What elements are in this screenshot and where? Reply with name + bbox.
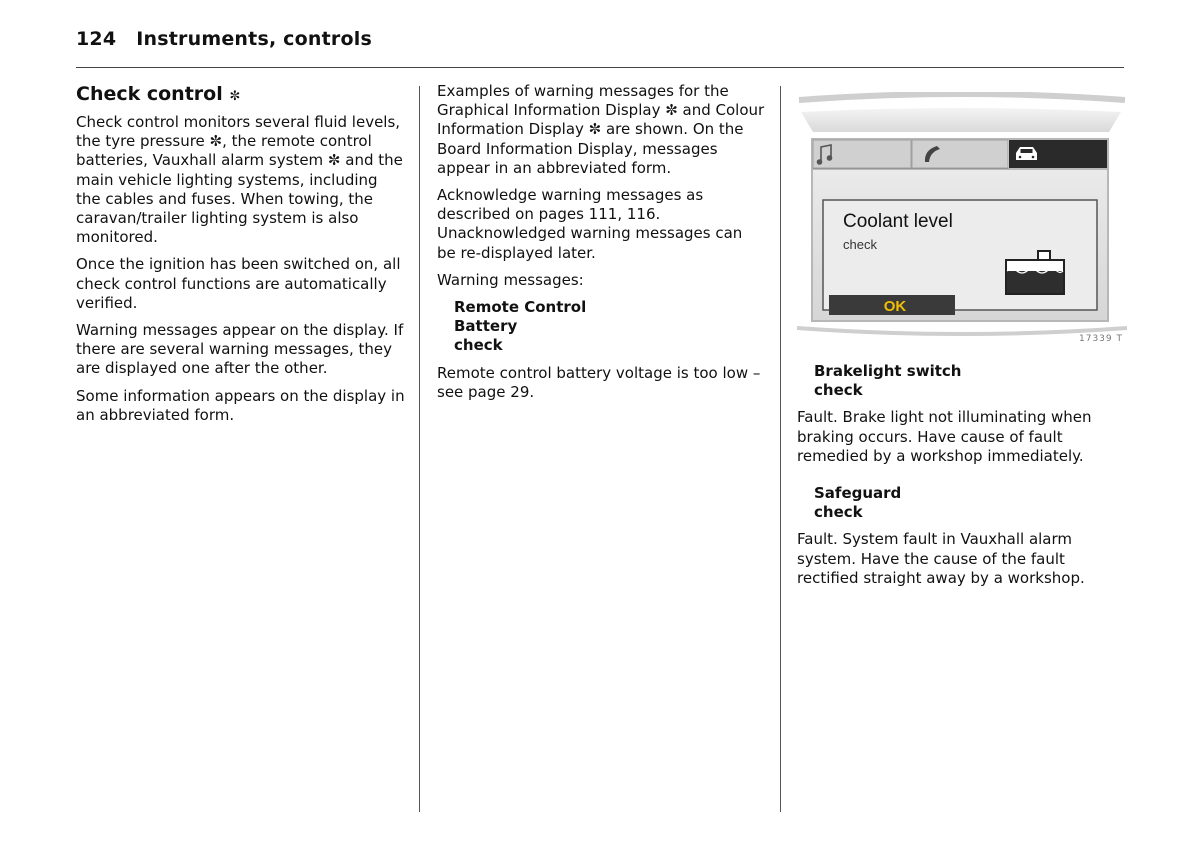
page-header	[76, 28, 372, 50]
paragraph: Some information appears on the display in an abbreviated form.	[76, 386, 405, 424]
paragraph: Warning messages:	[437, 270, 584, 289]
car-icon	[1016, 147, 1037, 160]
bezel-top	[801, 108, 1121, 132]
paragraph: Remote control battery voltage is too low – see page 29.	[437, 363, 761, 401]
paragraph: Examples of warning messages for the Graphical Information Display ✼ and Colour Information Display ✼ are shown. On the Board Information Display, messages appear in an abbreviated form.	[437, 82, 765, 177]
paragraph: Once the ignition has been switched on, all check control functions are automatically verified.	[76, 255, 401, 312]
figure-id: 17339 T	[1079, 334, 1123, 344]
message-line: Safeguard	[814, 484, 902, 503]
message-line: Remote Control	[454, 298, 587, 317]
optional-equipment-icon: ✼	[229, 89, 241, 104]
column-divider-2	[780, 86, 781, 812]
section-heading	[76, 82, 406, 109]
paragraph: Fault. Brake light not illuminating when braking occurs. Have cause of fault remedied by a workshop immediately.	[797, 408, 1092, 465]
display-subtitle: check	[843, 237, 877, 252]
warning-message-remote-control	[454, 298, 765, 356]
page-section-title: Instruments, controls	[136, 28, 372, 50]
paragraph: Acknowledge warning messages as described on pages 111, 116. Unacknowledged warning messages can be re-displayed later.	[437, 186, 743, 262]
column-3	[797, 362, 1117, 596]
page-number: 124	[76, 28, 117, 50]
heading-text: Check control	[76, 83, 223, 105]
tab-music	[813, 140, 911, 168]
message-line: Brakelight switch	[814, 362, 962, 380]
paragraph: Warning messages appear on the display. If there are several warning messages, they are displayed one after the other.	[76, 321, 404, 378]
message-line: check	[814, 381, 863, 400]
header-rule	[76, 67, 1124, 68]
message-line: Battery	[454, 317, 518, 336]
message-line: check	[454, 336, 503, 355]
warning-message-brakelight	[814, 362, 1117, 400]
column-1	[76, 82, 406, 433]
warning-message-safeguard	[814, 484, 1117, 522]
ok-button: OK	[883, 298, 907, 315]
message-line: check	[814, 503, 863, 522]
column-divider-1	[419, 86, 420, 812]
display-svg	[797, 92, 1127, 350]
display-illustration	[797, 92, 1127, 350]
column-2	[437, 82, 765, 410]
paragraph: Fault. System fault in Vauxhall alarm system. Have the cause of the fault rectified straight away by a workshop.	[797, 530, 1085, 587]
paragraph: Check control monitors several fluid levels, the tyre pressure ✼, the remote control batteries, Vauxhall alarm system ✼ and the main vehicle lighting systems, including the cables and fuses. When towing, the caravan/trailer lighting system is also monitored.	[76, 113, 403, 247]
display-title: Coolant level	[843, 211, 953, 232]
